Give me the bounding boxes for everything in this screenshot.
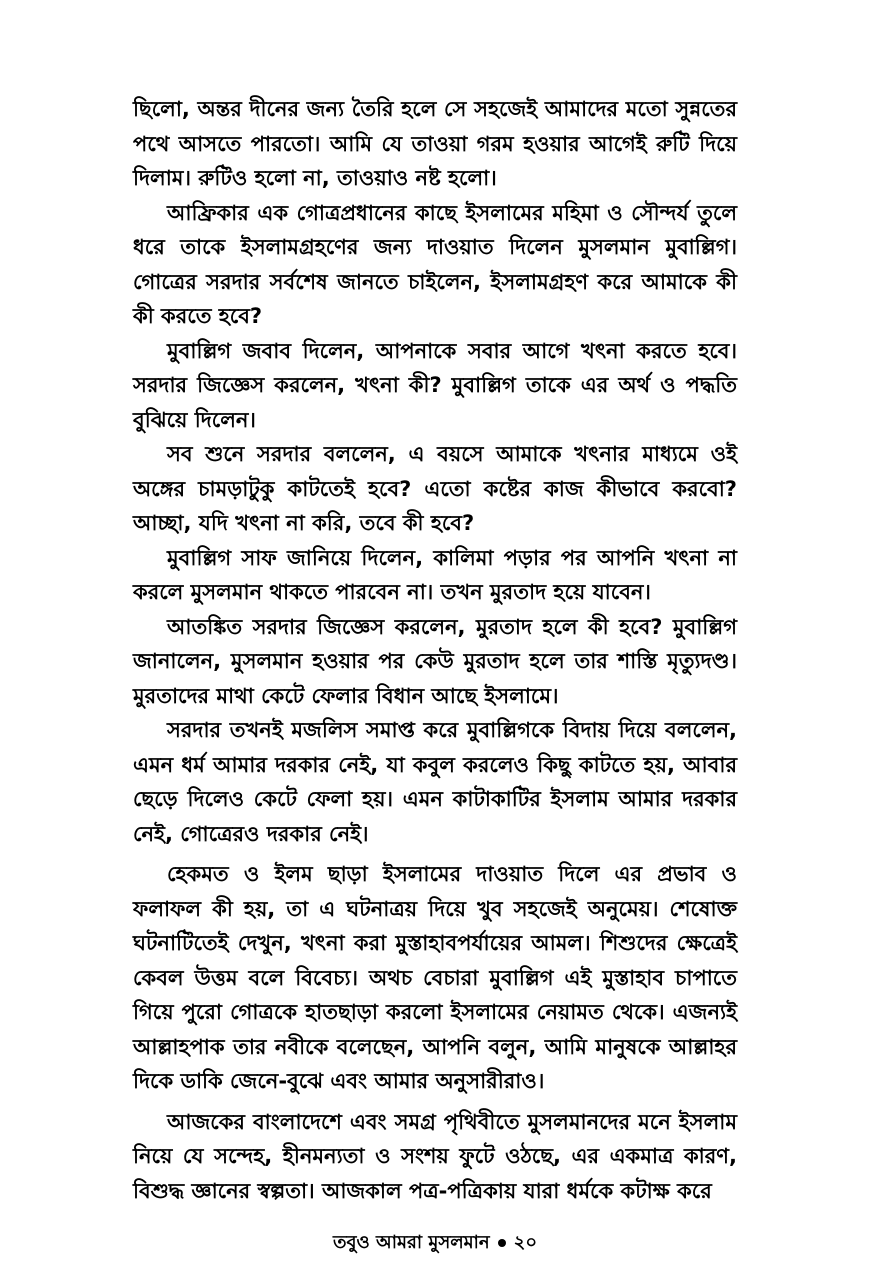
paragraph: সব শুনে সরদার বললেন, এ বয়সে আমাকে খৎনার মাধ্যমে ওই অঙ্গের চামড়াটুকু কাটতেই হবে? এতো কষ্টের কাজ কীভাবে করবো? আচ্ছা, যদি খৎনা না করি, তবে কী হবে?: [133, 442, 737, 535]
paragraph: আতঙ্কিত সরদার জিজ্ঞেস করলেন, মুরতাদ হলে কী হবে? মুবাল্লিগ জানালেন, মুসলমান হওয়ার পর কেউ মুরতাদ হলে তার শাস্তি মৃত্যুদণ্ড। মুরতাদের মাথা কেটে ফেলার বিধান আছে ইসলামে।: [133, 614, 737, 708]
paragraph: ছিলো, অন্তর দীনের জন্য তৈরি হলে সে সহজেই আমাদের মতো সুন্নতের পথে আসতে পারতো। আমি যে তাওয়া গরম হওয়ার আগেই রুটি দিয়ে দিলাম। রুটিও হলো না, তাওয়াও নষ্ট হলো।: [133, 97, 737, 190]
paragraph: সরদার তখনই মজলিস সমাপ্ত করে মুবাল্লিগকে বিদায় দিয়ে বললেন, এমন ধর্ম আমার দরকার নেই, যা কবুল করলেও কিছু কাটতে হয়, আবার ছেড়ে দিলেও কেটে ফেলা হয়। এমন কাটাকাটির ইসলাম আমার দরকার নেই, গোত্রেরও দরকার নেই।: [133, 718, 737, 846]
paragraph: হেকমত ও ইলম ছাড়া ইসলামের দাওয়াত দিলে এর প্রভাব ও ফলাফল কী হয়, তা এ ঘটনাত্রয় দিয়ে খুব সহজেই অনুমেয়। শেষোক্ত ঘটনাটিতেই দেখুন, খৎনা করা মুস্তাহাবপর্যায়ের আমল। শিশুদের ক্ষেত্রেই কেবল উত্তম বলে বিবেচ্য। অথচ বেচারা মুবাল্লিগ এই মুস্তাহাব চাপাতে গিয়ে পুরো গোত্রকে হাতছাড়া করলো ইসলামের নেয়ামত থেকে। এজন্যই আল্লাহপাক তার নবীকে বলেছেন, আপনি বলুন, আমি মানুষকে আল্লাহর দিকে ডাকি জেনে-বুঝে এবং আমার অনুসারীরাও।: [133, 862, 737, 1093]
book-title: তবুও আমরা মুসলমান: [332, 1232, 490, 1253]
paragraph: মুবাল্লিগ সাফ জানিয়ে দিলেন, কালিমা পড়ার পর আপনি খৎনা না করলে মুসলমান থাকতে পারবেন না। তখন মুরতাদ হয়ে যাবেন।: [133, 545, 737, 604]
page-number: ২০: [513, 1232, 538, 1253]
body-text: [133, 92, 737, 1208]
paragraph: আফ্রিকার এক গোত্রপ্রধানের কাছে ইসলামের মহিমা ও সৌন্দর্য তুলে ধরে তাকে ইসলামগ্রহণের জন্য দাওয়াত দিলেন মুসলমান মুবাল্লিগ। গোত্রের সরদার সর্বশেষ জানতে চাইলেন, ইসলামগ্রহণ করে আমাকে কী কী করতে হবে?: [133, 200, 737, 328]
page-footer: [0, 1228, 870, 1259]
bullet-separator-icon: [498, 1239, 506, 1247]
paragraph: আজকের বাংলাদেশে এবং সমগ্র পৃথিবীতে মুসলমানদের মনে ইসলাম নিয়ে যে সন্দেহ, হীনমন্যতা ও সংশয় ফুটে ওঠছে, এর একমাত্র কারণ, বিশুদ্ধ জ্ঞানের স্বল্পতা। আজকাল পত্র-পত্রিকায় যারা ধর্মকে কটাক্ষ করে: [133, 1109, 737, 1203]
paragraph: মুবাল্লিগ জবাব দিলেন, আপনাকে সবার আগে খৎনা করতে হবে। সরদার জিজ্ঞেস করলেন, খৎনা কী? মুবাল্লিগ তাকে এর অর্থ ও পদ্ধতি বুঝিয়ে দিলেন।: [133, 338, 737, 432]
